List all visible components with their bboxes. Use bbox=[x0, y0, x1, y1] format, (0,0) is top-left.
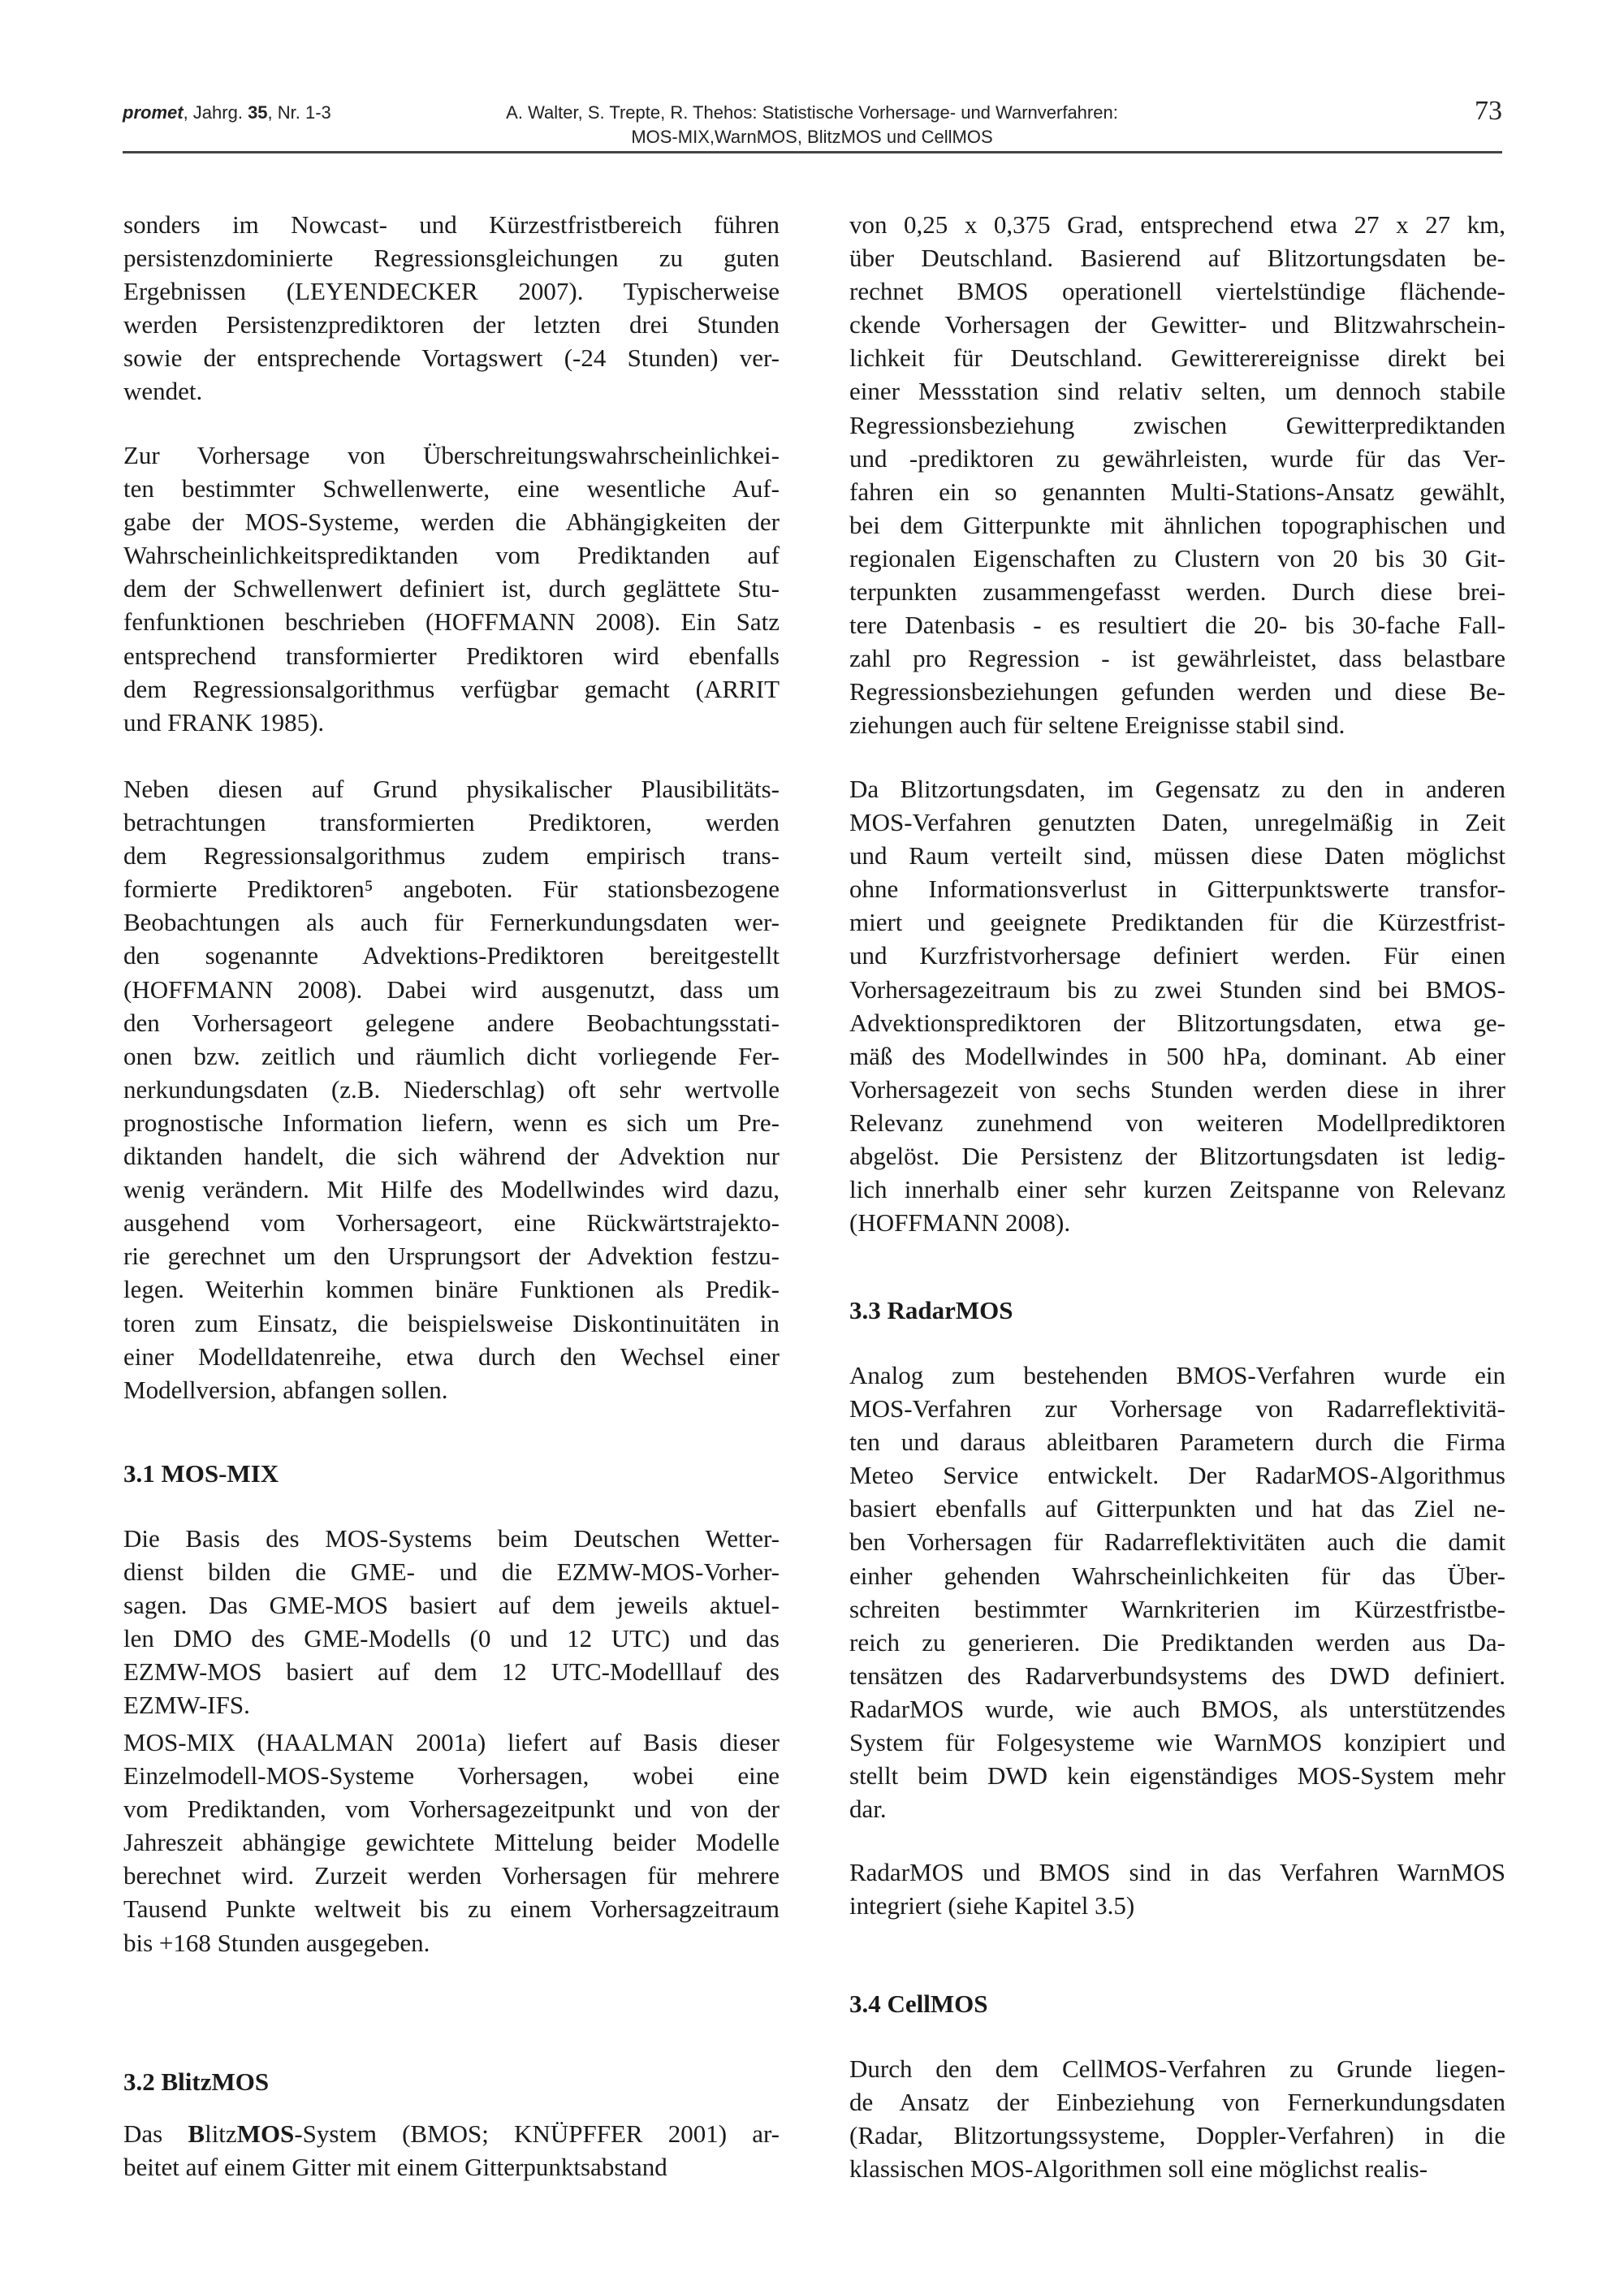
text-line: fahren ein so genannten Multi-Stations-Ansatz gewählt, bbox=[849, 477, 1505, 506]
text-line: bis +168 Stunden ausgegeben. bbox=[123, 1928, 430, 1957]
text-line: (HOFFMANN 2008). Dabei wird ausgenutzt, dass um bbox=[123, 974, 780, 1004]
text-line: über Deutschland. Basierend auf Blitzortungsdaten be- bbox=[849, 244, 1505, 273]
text-line: dem Regressionsalgorithmus verfügbar gemacht (ARRIT bbox=[123, 674, 780, 703]
text-line: ten bestimmter Schwellenwerte, eine wesentliche Auf- bbox=[123, 474, 780, 503]
text-line: entsprechend transformierter Prediktoren wird ebenfalls bbox=[123, 641, 780, 670]
text-line: mäß des Modellwindes in 500 hPa, dominant. Ab einer bbox=[849, 1041, 1505, 1070]
text-line: integriert (siehe Kapitel 3.5) bbox=[849, 1891, 1135, 1920]
running-header-journal bbox=[123, 101, 331, 125]
text-line: Analog zum bestehenden BMOS-Verfahren wurde ein bbox=[849, 1361, 1505, 1389]
text-line: de Ansatz der Einbeziehung von Fernerkundungsdaten bbox=[849, 2088, 1505, 2117]
text-line: Modellversion, abfangen sollen. bbox=[123, 1375, 448, 1404]
text-line: Einzelmodell-MOS-Systeme Vorhersagen, wobei eine bbox=[123, 1761, 780, 1791]
text-run: MOS bbox=[236, 2119, 295, 2148]
journal-name-b: met bbox=[151, 102, 184, 123]
text-line: Durch den dem CellMOS-Verfahren zu Grunde liegen- bbox=[849, 2054, 1505, 2083]
text-line: wenig verändern. Mit Hilfe des Modellwindes wird dazu, bbox=[123, 1175, 780, 1204]
section-heading-3-1: 3.1 MOS-MIX bbox=[123, 1459, 279, 1488]
running-header-title bbox=[455, 101, 1169, 149]
text-line: Ergebnissen (LEYENDECKER 2007). Typischerweise bbox=[123, 277, 780, 306]
section-heading-3-3: 3.3 RadarMOS bbox=[849, 1296, 1013, 1324]
text-line: EZMW-MOS basiert auf dem 12 UTC-Modelllauf des bbox=[123, 1657, 780, 1687]
text-line: werden Persistenzprediktoren der letzten drei Stunden bbox=[123, 310, 780, 339]
text-line: onen bzw. zeitlich und räumlich dicht vorliegende Fer- bbox=[123, 1041, 780, 1070]
text-line: sowie der entsprechende Vortagswert (-24 Stunden) ver- bbox=[123, 343, 780, 373]
text-line: bei dem Gitterpunkte mit ähnlichen topographischen und bbox=[849, 510, 1505, 539]
text-line: dienst bilden die GME- und die EZMW-MOS-Vorher- bbox=[123, 1557, 780, 1587]
text-line: reich zu generieren. Die Prediktanden werden aus Da- bbox=[849, 1627, 1505, 1657]
paragraph bbox=[123, 208, 780, 408]
text-line: legen. Weiterhin kommen binäre Funktionen als Predik- bbox=[123, 1275, 780, 1304]
text-line: zahl pro Regression - ist gewährleistet, dass belastbare bbox=[849, 644, 1505, 673]
text-line: tensätzen des Radarverbundsystems des DWD definiert. bbox=[849, 1661, 1505, 1690]
text-line: toren zum Einsatz, die beispielsweise Diskontinuitäten in bbox=[123, 1308, 780, 1337]
text-line: stellt beim DWD kein eigenständiges MOS-System mehr bbox=[849, 1761, 1505, 1791]
header-title-line: MOS-MIX,WarnMOS, BlitzMOS und CellMOS bbox=[631, 127, 993, 147]
text-line: und -prediktoren zu gewährleisten, wurde für das Ver- bbox=[849, 443, 1505, 473]
text-line: terpunkten zusammengefasst werden. Durch diese brei- bbox=[849, 577, 1505, 607]
text-line: (Radar, Blitzortungssysteme, Doppler-Verfahren) in die bbox=[849, 2121, 1505, 2150]
section-heading-3-2: 3.2 BlitzMOS bbox=[123, 2067, 270, 2096]
journal-year: , Jahrg. bbox=[183, 102, 248, 123]
text-line: formierte Prediktoren⁵ angeboten. Für stationsbezogene bbox=[123, 875, 780, 904]
text-line: vom Prediktanden, vom Vorhersagezeitpunkt und von der bbox=[123, 1795, 780, 1824]
paragraph bbox=[123, 772, 780, 1406]
text-run: Das bbox=[123, 2119, 188, 2148]
text-line: abgelöst. Die Persistenz der Blitzortungsdaten ist ledig- bbox=[849, 1142, 1505, 1171]
paragraph bbox=[123, 438, 780, 739]
section-heading-3-4: 3.4 CellMOS bbox=[849, 1989, 988, 2018]
text-line: einher gehenden Wahrscheinlichkeiten für das Über- bbox=[849, 1561, 1505, 1590]
journal-volume: 35 bbox=[248, 102, 268, 123]
text-line: MOS-MIX (HAALMAN 2001a) liefert auf Basis dieser bbox=[123, 1728, 780, 1756]
text-line: diktanden handelt, die sich während der Advektion nur bbox=[123, 1142, 780, 1171]
text-line: ziehungen auch für seltene Ereignisse stabil sind. bbox=[849, 711, 1345, 740]
text-run: -System (BMOS; KNÜPFFER 2001) ar- bbox=[294, 2119, 780, 2148]
text-line: Beobachtungen als auch für Fernerkundungsdaten wer- bbox=[123, 908, 780, 937]
text-line: MOS-Verfahren genutzten Daten, unregelmäßig in Zeit bbox=[849, 808, 1505, 837]
text-line: klassischen MOS-Algorithmen soll eine möglichst realis- bbox=[849, 2154, 1428, 2184]
text-line: den sogenannte Advektions-Prediktoren bereitgestellt bbox=[123, 941, 780, 970]
text-line: wendet. bbox=[123, 377, 203, 406]
paragraph bbox=[849, 1856, 1505, 1922]
paragraph bbox=[849, 1359, 1505, 1825]
text-line: lich innerhalb einer sehr kurzen Zeitspanne von Relevanz bbox=[849, 1175, 1505, 1204]
text-line: Zur Vorhersage von Überschreitungswahrscheinlichkei- bbox=[123, 441, 780, 469]
text-line: Vorhersagezeitraum bis zu zwei Stunden sind bei BMOS- bbox=[849, 974, 1505, 1004]
text-line: basiert ebenfalls auf Gitterpunkten und hat das Ziel ne- bbox=[849, 1494, 1505, 1523]
text-line: Tausend Punkte weltweit bis zu einem Vorhersagzeitraum bbox=[123, 1894, 780, 1924]
text-line: ckende Vorhersagen der Gewitter- und Blitzwahrschein- bbox=[849, 310, 1505, 339]
text-line: betrachtungen transformierten Prediktoren, werden bbox=[123, 808, 780, 837]
header-title-line: A. Walter, S. Trepte, R. Thehos: Statistische Vorhersage- und Warnverfahren: bbox=[506, 102, 1118, 123]
text-line: sagen. Das GME-MOS basiert auf dem jeweils aktuel- bbox=[123, 1591, 780, 1620]
text-line: miert und geeignete Prediktanden für die Kürzestfrist- bbox=[849, 908, 1505, 937]
text-line: RadarMOS und BMOS sind in das Verfahren WarnMOS bbox=[849, 1858, 1505, 1886]
paragraph bbox=[123, 1726, 780, 1959]
journal-issue: , Nr. 1-3 bbox=[267, 102, 331, 123]
text-line: EZMW-IFS. bbox=[123, 1691, 250, 1720]
text-line: len DMO des GME-Modells (0 und 12 UTC) und das bbox=[123, 1624, 780, 1653]
paragraph bbox=[123, 2117, 780, 2184]
text-line: lichkeit für Deutschland. Gewitterereignisse direkt bei bbox=[849, 343, 1505, 373]
text-line: ohne Informationsverlust in Gitterpunktswerte transfor- bbox=[849, 875, 1505, 904]
text-line: dar. bbox=[849, 1795, 887, 1824]
text-line: einer Modelldatenreihe, etwa durch den Wechsel einer bbox=[123, 1341, 780, 1371]
text-line: MOS-Verfahren zur Vorhersage von Radarreflektivitä- bbox=[849, 1394, 1505, 1423]
text-line: rie gerechnet um den Ursprungsort der Advektion festzu- bbox=[123, 1242, 780, 1271]
text-line: Jahreszeit abhängige gewichtete Mittelung beider Modelle bbox=[123, 1828, 780, 1857]
text-line: Regressionsbeziehung zwischen Gewitterprediktanden bbox=[849, 410, 1505, 439]
text-line: und Raum verteilt sind, müssen diese Daten möglichst bbox=[849, 841, 1505, 871]
text-run: litz bbox=[205, 2119, 237, 2148]
text-line: sonders im Nowcast- und Kürzestfristbereich führen bbox=[123, 210, 780, 239]
text-line: einer Messstation sind relativ selten, um dennoch stabile bbox=[849, 377, 1505, 406]
text-line: prognostische Information liefern, wenn es sich um Pre- bbox=[123, 1108, 780, 1137]
text-line: und Kurzfristvorhersage definiert werden. Für einen bbox=[849, 941, 1505, 970]
text-line: ausgehend vom Vorhersageort, eine Rückwärtstrajekto- bbox=[123, 1208, 780, 1238]
text-line: Die Basis des MOS-Systems beim Deutschen Wetter- bbox=[123, 1524, 780, 1553]
text-line: Advektionsprediktoren der Blitzortungsdaten, etwa ge- bbox=[849, 1008, 1505, 1037]
text-line: von 0,25 x 0,375 Grad, entsprechend etwa 27 x 27 km, bbox=[849, 210, 1505, 239]
text-line: Vorhersagezeit von sechs Stunden werden diese in ihrer bbox=[849, 1074, 1505, 1104]
text-line: gabe der MOS-Systeme, werden die Abhängigkeiten der bbox=[123, 508, 780, 537]
text-line: nerkundungsdaten (z.B. Niederschlag) oft sehr wertvolle bbox=[123, 1074, 780, 1104]
text-line: fenfunktionen beschrieben (HOFFMANN 2008). Ein Satz bbox=[123, 607, 780, 637]
text-run: B bbox=[188, 2119, 205, 2148]
text-line: dem der Schwellenwert definiert ist, durch geglättete Stu- bbox=[123, 574, 780, 603]
text-line: regionalen Eigenschaften zu Clustern von 20 bis 30 Git- bbox=[849, 543, 1505, 572]
text-line bbox=[123, 2117, 780, 2150]
text-line: Neben diesen auf Grund physikalischer Plausibilitäts- bbox=[123, 775, 780, 803]
text-line: berechnet wird. Zurzeit werden Vorhersagen für mehrere bbox=[123, 1861, 780, 1890]
text-line: persistenzdominierte Regressionsgleichungen zu guten bbox=[123, 244, 780, 273]
paragraph bbox=[123, 1522, 780, 1722]
text-line: ben Vorhersagen für Radarreflektivitäten auch die damit bbox=[849, 1527, 1505, 1557]
text-line: (HOFFMANN 2008). bbox=[849, 1208, 1071, 1238]
text-line: System für Folgesysteme wie WarnMOS konzipiert und bbox=[849, 1728, 1505, 1757]
journal-name-a: pro bbox=[123, 102, 152, 123]
paragraph bbox=[849, 772, 1505, 1239]
text-line: Meteo Service entwickelt. Der RadarMOS-Algorithmus bbox=[849, 1461, 1505, 1490]
text-line: den Vorhersageort gelegene andere Beobachtungsstati- bbox=[123, 1008, 780, 1037]
text-line: Wahrscheinlichkeitsprediktanden vom Prediktanden auf bbox=[123, 541, 780, 570]
text-line: und FRANK 1985). bbox=[123, 707, 325, 737]
text-line: Regressionsbeziehungen gefunden werden und diese Be- bbox=[849, 677, 1505, 706]
text-line: schreiten bestimmter Warnkriterien im Kürzestfristbe- bbox=[849, 1594, 1505, 1623]
text-line: rechnet BMOS operationell viertelstündige flächende- bbox=[849, 277, 1505, 306]
text-line: dem Regressionsalgorithmus zudem empirisch trans- bbox=[123, 841, 780, 871]
text-line: Da Blitzortungsdaten, im Gegensatz zu den in anderen bbox=[849, 775, 1505, 803]
text-line: RadarMOS wurde, wie auch BMOS, als unterstützendes bbox=[849, 1694, 1505, 1723]
paragraph bbox=[849, 2052, 1505, 2185]
header-rule bbox=[123, 151, 1502, 153]
text-line: tere Datenbasis - es resultiert die 20- bis 30-fache Fall- bbox=[849, 611, 1505, 640]
text-line: ten und daraus ableitbaren Parametern durch die Firma bbox=[849, 1428, 1505, 1457]
text-line: beitet auf einem Gitter mit einem Gitterpunktsabstand bbox=[123, 2153, 667, 2182]
page-number: 73 bbox=[1475, 96, 1502, 126]
paragraph bbox=[849, 208, 1505, 742]
text-line: Relevanz zunehmend von weiteren Modellprediktoren bbox=[849, 1108, 1505, 1137]
